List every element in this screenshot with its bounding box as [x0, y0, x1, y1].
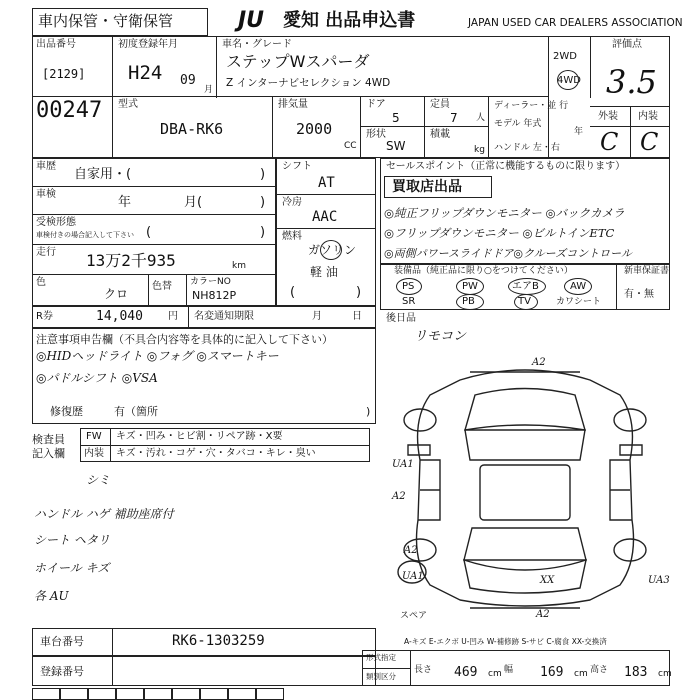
model-label: 型式 — [118, 99, 138, 110]
spec-length-label: 長さ — [414, 665, 433, 675]
color-change-label: 色替 — [152, 281, 172, 292]
shaken-close: ) — [260, 195, 266, 210]
model-year-unit: 年 — [574, 127, 584, 137]
exterior-grade: C — [600, 128, 619, 156]
shift-value: AT — [318, 175, 335, 191]
later-label: 後日品 — [386, 313, 416, 324]
equip-airbag-circle — [508, 278, 546, 295]
spec-height-unit: cm — [658, 669, 672, 679]
mark-a2-mid: A2 — [404, 545, 418, 556]
grade-score-value: 3.5 — [606, 63, 657, 101]
shaken-year: 年 — [118, 195, 132, 210]
shape-value: SW — [386, 139, 406, 153]
spec-cert-label: 形式指定 — [366, 653, 396, 662]
exterior-label: 外装 — [598, 111, 618, 122]
receive-close: ) — [260, 225, 266, 240]
cooling-label: 冷房 — [282, 197, 302, 208]
grade-score-label: 評価点 — [612, 39, 642, 50]
receive-note: 車検付きの場合記入して下さい — [36, 231, 134, 239]
first-reg-month: 09 — [180, 73, 196, 88]
equip-tv-circle — [514, 294, 538, 310]
selling-point-line-3: ◎両側パワースライドドア◎クルーズコントロール — [384, 247, 632, 260]
displacement-unit: CC — [344, 141, 357, 151]
car-grade: Z インターナビセレクション 4WD — [226, 77, 391, 89]
spec-length-unit: cm — [488, 669, 502, 679]
warranty-value: 有・無 — [624, 289, 654, 300]
repair-close: ) — [366, 405, 371, 418]
footer-box-row — [32, 688, 292, 700]
receive-open: ( — [146, 225, 152, 240]
car-name: ステップWスパーダ — [226, 52, 370, 71]
equip-seat: カワシート — [556, 297, 602, 307]
interior-label: 内装 — [638, 111, 658, 122]
footer-box — [116, 688, 144, 700]
equipment-label: 装備品（純正品に限り○をつけてください） — [394, 266, 573, 276]
notice-day: 日 — [352, 311, 362, 322]
notes-label: 注意事項申告欄（不具合内容等を具体的に記入して下さい） — [36, 333, 333, 346]
equip-ps-circle — [396, 278, 422, 295]
mark-ua-lower: UA1 — [402, 571, 424, 582]
fuel-gas: ガソリン — [308, 243, 357, 257]
first-reg-year: H24 — [128, 62, 163, 84]
equip-aw: AW — [570, 281, 587, 292]
lot-label: 出品番号 — [36, 39, 76, 50]
footer-box — [172, 688, 200, 700]
equip-pb: PB — [462, 296, 475, 307]
fw-text: キズ・凹み・ヒビ割・リペア跡・X要 — [116, 431, 283, 442]
color-value: クロ — [104, 287, 129, 301]
fuel-open: ( — [290, 285, 296, 300]
equip-pw-circle — [456, 278, 484, 295]
shop-badge-text: 買取店出品 — [392, 179, 462, 195]
spec-length-value: 469 — [454, 665, 478, 680]
doors-label: ドア — [366, 99, 386, 110]
fuel-gas-circle — [320, 240, 342, 260]
load-label: 積載 — [430, 129, 450, 140]
mark-a2-left: A2 — [392, 491, 406, 502]
repair-value: 有（箇所 — [114, 405, 158, 418]
cooling-value: AAC — [312, 209, 338, 225]
mark-ua1-left: UA1 — [392, 459, 414, 470]
shaken-month: 月( — [184, 195, 203, 210]
inspector-label-2: 記入欄 — [32, 447, 65, 460]
footer-box — [256, 688, 284, 700]
capacity-value: 7 — [450, 111, 458, 125]
equip-pb-circle — [456, 294, 484, 310]
color-code: NH812P — [192, 289, 237, 302]
inspector-note-5: 各 AU — [34, 589, 69, 603]
mark-a2-bottom: A2 — [536, 609, 550, 620]
spec-width-value: 169 — [540, 665, 564, 680]
notice-month: 月 — [312, 311, 322, 322]
fuel-close: ) — [356, 285, 362, 300]
spec-width-label: 幅 — [504, 665, 514, 675]
fw-label: FW — [86, 431, 102, 442]
fuel-label: 燃料 — [282, 231, 302, 242]
mark-xx: XX — [540, 575, 555, 586]
footer-box — [200, 688, 228, 700]
doors-value: 5 — [392, 111, 400, 125]
chassis-number: RK6-1303259 — [172, 633, 265, 649]
mileage-value: 13万2千935 — [86, 251, 176, 270]
dealer-label: ディーラー・並 行 — [494, 101, 569, 111]
registration-label: 登録番号 — [40, 665, 84, 678]
inspector-note-3: シート ヘタリ — [34, 533, 110, 547]
drive-4wd-circle — [557, 70, 579, 90]
notes-line-2: ◎パドルシフト ◎VSA — [36, 371, 158, 385]
first-reg-label: 初度登録年月 — [118, 39, 178, 50]
equip-pw: PW — [462, 281, 478, 292]
footer-box — [60, 688, 88, 700]
history-close: ) — [260, 167, 266, 182]
inspector-note-2: ハンドル ハゲ 補助座席付 — [34, 507, 174, 521]
inspector-note-4: ホイール キズ — [34, 561, 110, 575]
model-value: DBA-RK6 — [160, 120, 224, 138]
equip-airbag: エアB — [512, 281, 539, 292]
shape-label: 形状 — [366, 129, 386, 140]
selling-point-line-2: ◎フリップダウンモニター ◎ビルトインETC — [384, 226, 615, 240]
association-name: JAPAN USED CAR DEALERS ASSOCIATION — [468, 17, 683, 29]
spec-height-label: 高さ — [590, 665, 609, 675]
footer-box — [228, 688, 256, 700]
inspector-note-1: シミ — [86, 473, 111, 487]
chassis-label: 車台番号 — [40, 635, 84, 648]
notice-label: 名変通知期限 — [194, 311, 254, 322]
spec-height-value: 183 — [624, 665, 648, 680]
interior-grade: C — [640, 128, 659, 156]
inspector-label-1: 検査員 — [32, 433, 65, 446]
repair-label: 修復歴 — [50, 405, 83, 418]
handle-label: ハンドル 左・右 — [494, 143, 560, 153]
footer-box — [32, 688, 60, 700]
warranty-label: 新車保証書 — [624, 266, 670, 276]
equip-aw-circle — [564, 278, 592, 295]
interior-row-label: 内装 — [84, 448, 104, 459]
lot-number: 00247 — [36, 98, 103, 123]
interior-row-text: キズ・汚れ・コゲ・穴・タバコ・キレ・臭い — [116, 448, 316, 459]
spare-label: スペア — [400, 611, 428, 621]
first-reg-month-unit: 月 — [204, 85, 214, 95]
color-label: 色 — [36, 277, 46, 288]
mileage-label: 走行 — [36, 247, 56, 258]
receive-label: 受検形態 — [36, 217, 76, 228]
capacity-unit: 人 — [476, 113, 486, 123]
drive-2wd: 2WD — [553, 51, 577, 62]
mark-ua3: UA3 — [648, 575, 670, 586]
capacity-label: 定員 — [430, 99, 450, 110]
recycle-unit: 円 — [168, 311, 178, 322]
venue-label: 車内保管・守衛保管 — [38, 12, 174, 30]
damage-legend: A-キズ E-エクボ U-凹み W-補修跡 S-サビ C-腐食 XX-交換済 — [404, 637, 607, 646]
model-year-label: モデル 年式 — [494, 119, 542, 129]
form-title: 愛知 出品申込書 — [283, 10, 416, 31]
history-label: 車歴 — [36, 161, 56, 172]
notes-line-1: ◎HIDヘッドライト ◎フォグ ◎スマートキー — [36, 349, 279, 363]
shaken-label: 車検 — [36, 189, 56, 200]
mark-a2-top: A2 — [532, 357, 546, 368]
spec-width-unit: cm — [574, 669, 588, 679]
displacement-label: 排気量 — [278, 99, 308, 110]
drive-4wd: 4WD — [557, 75, 581, 86]
later-value: リモコン — [414, 329, 467, 344]
shift-label: シフト — [282, 161, 312, 172]
selling-points-label: セールスポイント（正常に機能するものに限ります） — [386, 161, 626, 172]
equip-tv: TV — [518, 296, 531, 307]
mileage-unit: km — [232, 261, 246, 271]
footer-box — [144, 688, 172, 700]
lot-bracket-number: [2129] — [42, 67, 86, 81]
recycle-label: R券 — [36, 311, 53, 322]
color-code-label: カラーNO — [190, 277, 231, 287]
selling-point-line-1: ◎純正フリップダウンモニター ◎バックカメラ — [384, 206, 625, 220]
equip-sr: SR — [402, 296, 416, 307]
car-name-label: 車名・グレード — [222, 39, 292, 50]
load-unit: kg — [474, 145, 485, 155]
fuel-diesel: 軽 油 — [310, 265, 338, 279]
spec-class-label: 類別区分 — [366, 672, 396, 681]
displacement-value: 2000 — [296, 120, 333, 138]
recycle-value: 14,040 — [96, 309, 143, 324]
equip-ps: PS — [402, 281, 415, 292]
footer-box — [88, 688, 116, 700]
ju-logo: JU — [238, 8, 265, 33]
history-value: 自家用・( — [74, 167, 132, 182]
